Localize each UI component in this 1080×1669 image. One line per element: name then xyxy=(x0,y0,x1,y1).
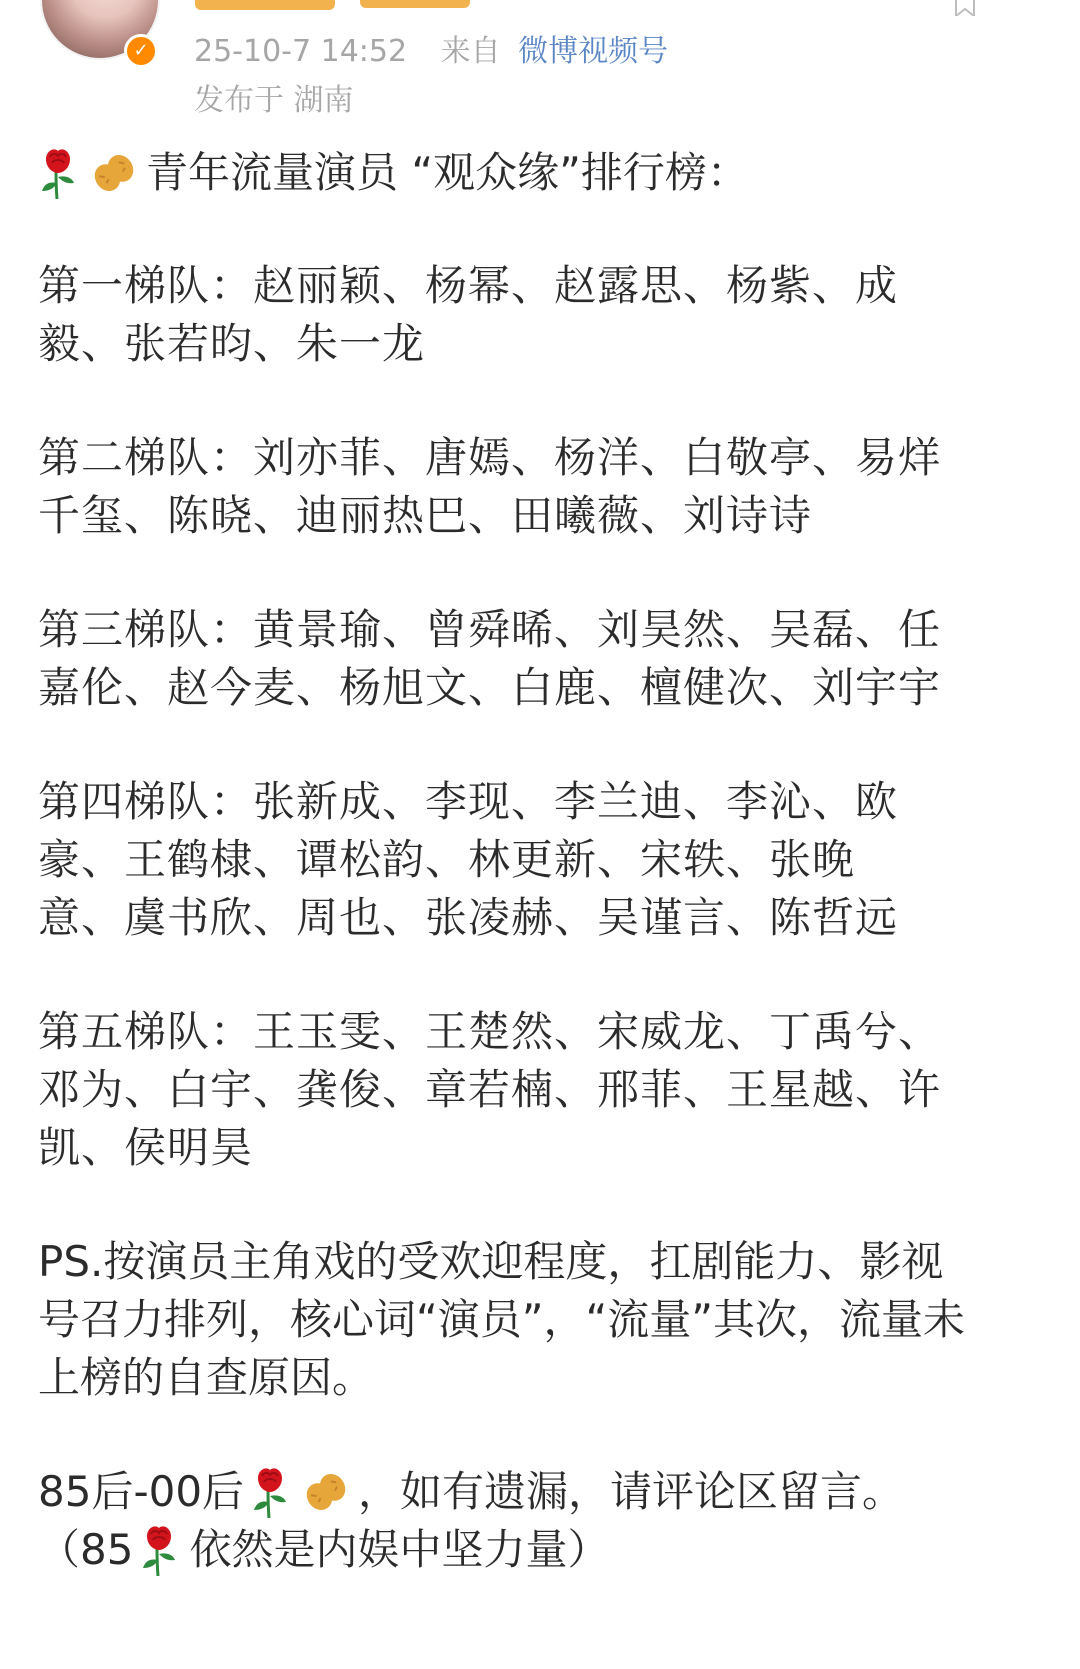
post-header xyxy=(0,0,1080,120)
cut-prefix: （85 xyxy=(38,1525,134,1574)
post-last-line-cropped xyxy=(38,1521,1038,1579)
cut-suffix: 依然是内娱中坚力量） xyxy=(189,1525,610,1574)
bookmark-icon[interactable] xyxy=(950,0,980,16)
peanut-icon xyxy=(88,147,140,199)
post-location: 发布于 湖南 xyxy=(194,83,354,118)
peanut-icon xyxy=(300,1466,352,1518)
from-label: 来自 xyxy=(440,34,501,69)
tier-2: 第二梯队：刘亦菲、唐嫣、杨洋、白敬亭、易烊千玺、陈晓、迪丽热巴、田曦薇、刘诗诗 xyxy=(38,433,942,540)
tier-4: 第四梯队：张新成、李现、李兰迪、李沁、欧豪、王鹤棣、谭松韵、林更新、宋轶、张晚意、虞书欣、周也、张凌赫、吴谨言、陈哲远 xyxy=(38,777,899,942)
footer-suffix: ，如有遗漏，请评论区留言。 xyxy=(358,1467,905,1516)
tier-1: 第一梯队：赵丽颖、杨幂、赵露思、杨紫、成毅、张若昀、朱一龙 xyxy=(38,261,899,368)
footer-prefix: 85后-00后 xyxy=(38,1467,245,1516)
rose-icon xyxy=(139,1524,179,1576)
post-title-text: 青年流量演员 “观众缘”排行榜： xyxy=(146,148,749,197)
post-title-line xyxy=(38,145,1038,201)
author-name-cropped[interactable] xyxy=(195,0,335,10)
tier-3: 第三梯队：黄景瑜、曾舜晞、刘昊然、吴磊、任嘉伦、赵今麦、杨旭文、白鹿、檀健次、刘宇宇 xyxy=(38,605,942,712)
verified-badge-icon: ✓ xyxy=(124,34,158,68)
author-tag-cropped xyxy=(360,0,470,8)
tier-5: 第五梯队：王玉雯、王楚然、宋威龙、丁禹兮、邓为、白宇、龚俊、章若楠、邢菲、王星越、许凯、侯明昊 xyxy=(38,1007,942,1172)
rose-icon xyxy=(250,1466,290,1518)
post-meta xyxy=(194,26,668,70)
post-footer-line xyxy=(38,1463,1038,1521)
rose-icon xyxy=(38,147,78,199)
post-content xyxy=(38,145,1038,1579)
post-source-link[interactable]: 微博视频号 xyxy=(518,34,669,69)
post-timestamp: 25-10-7 14:52 xyxy=(194,34,408,69)
post-ps: PS.按演员主角戏的受欢迎程度，扛剧能力、影视号召力排列，核心词“演员”，“流量”其次，流量未上榜的自查原因。 xyxy=(38,1237,966,1402)
